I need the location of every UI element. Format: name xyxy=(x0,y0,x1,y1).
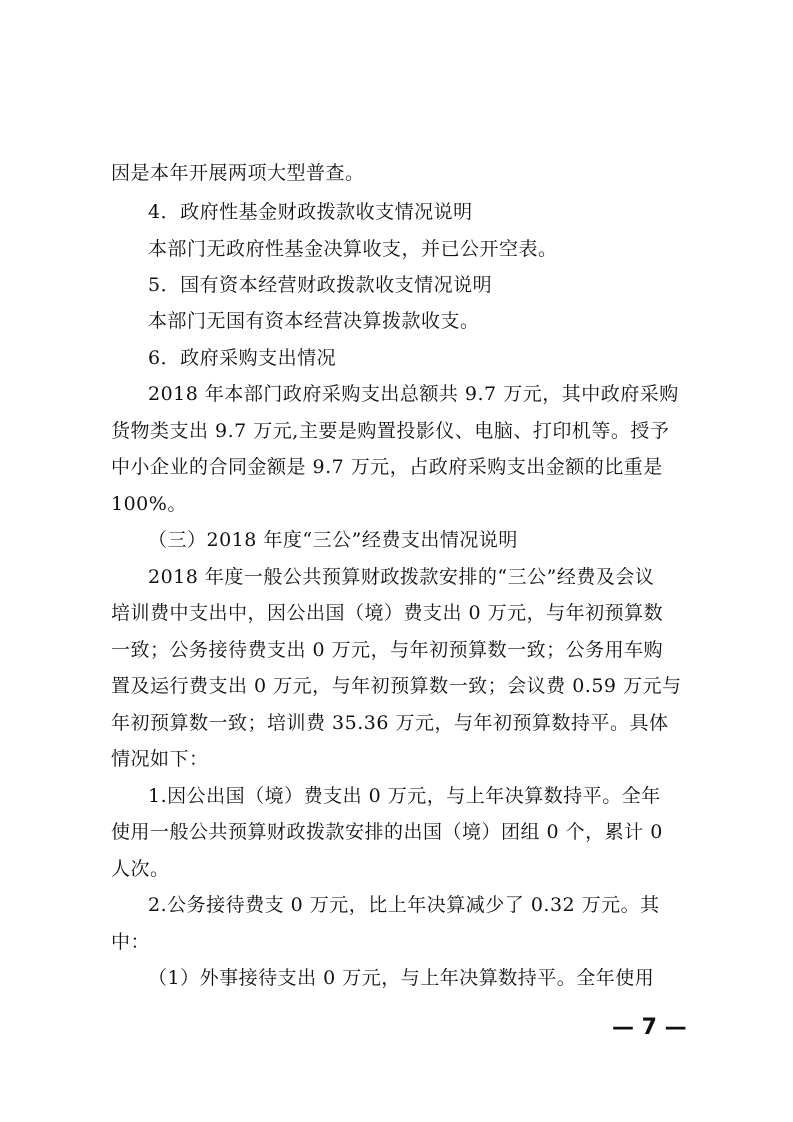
text-line: 人次。 xyxy=(111,858,170,880)
text-line: 一致；公务接待费支出 0 万元，与年初预算数一致；公务用车购 xyxy=(111,639,664,661)
text-line: 培训费中支出中，因公出国（境）费支出 0 万元，与年初预算数 xyxy=(111,602,664,624)
section-heading: 6．政府采购支出情况 xyxy=(148,347,337,369)
text-line: （1）外事接待支出 0 万元，与上年决算数持平。全年使用 xyxy=(148,967,655,989)
text-line: 2.公务接待费支 0 万元，比上年决算减少了 0.32 万元。其 xyxy=(148,894,660,916)
text-line: 置及运行费支出 0 万元，与年初预算数一致；会议费 0.59 万元与 xyxy=(111,675,682,697)
text-line: 中： xyxy=(111,931,151,953)
text-line: 1.因公出国（境）费支出 0 万元，与上年决算数持平。全年 xyxy=(148,785,661,807)
page-number: — 7 — xyxy=(612,1015,687,1040)
section-heading: 4．政府性基金财政拨款收支情况说明 xyxy=(148,201,473,223)
text-line: 本部门无政府性基金决算收支，并已公开空表。 xyxy=(148,238,558,260)
text-line: 2018 年本部门政府采购支出总额共 9.7 万元，其中政府采购 xyxy=(148,383,679,405)
text-line: 使用一般公共预算财政拨款安排的出国（境）团组 0 个，累计 0 xyxy=(111,821,663,843)
text-line: 情况如下： xyxy=(111,748,209,770)
section-heading: （三）2018 年度“三公”经费支出情况说明 xyxy=(148,529,518,551)
text-line: 中小企业的合同金额是 9.7 万元，占政府采购支出金额的比重是 xyxy=(111,456,663,478)
text-line: 100%。 xyxy=(111,493,187,515)
section-heading: 5．国有资本经营财政拨款收支情况说明 xyxy=(148,274,493,296)
text-line: 因是本年开展两项大型普查。 xyxy=(111,162,365,184)
text-line: 货物类支出 9.7 万元,主要是购置投影仪、电脑、打印机等。授予 xyxy=(111,420,670,442)
text-line: 年初预算数一致；培训费 35.36 万元，与年初预算数持平。具体 xyxy=(111,712,669,734)
text-line: 2018 年度一般公共预算财政拨款安排的“三公”经费及会议 xyxy=(148,566,655,588)
text-line: 本部门无国有资本经营决算拨款收支。 xyxy=(148,310,480,332)
